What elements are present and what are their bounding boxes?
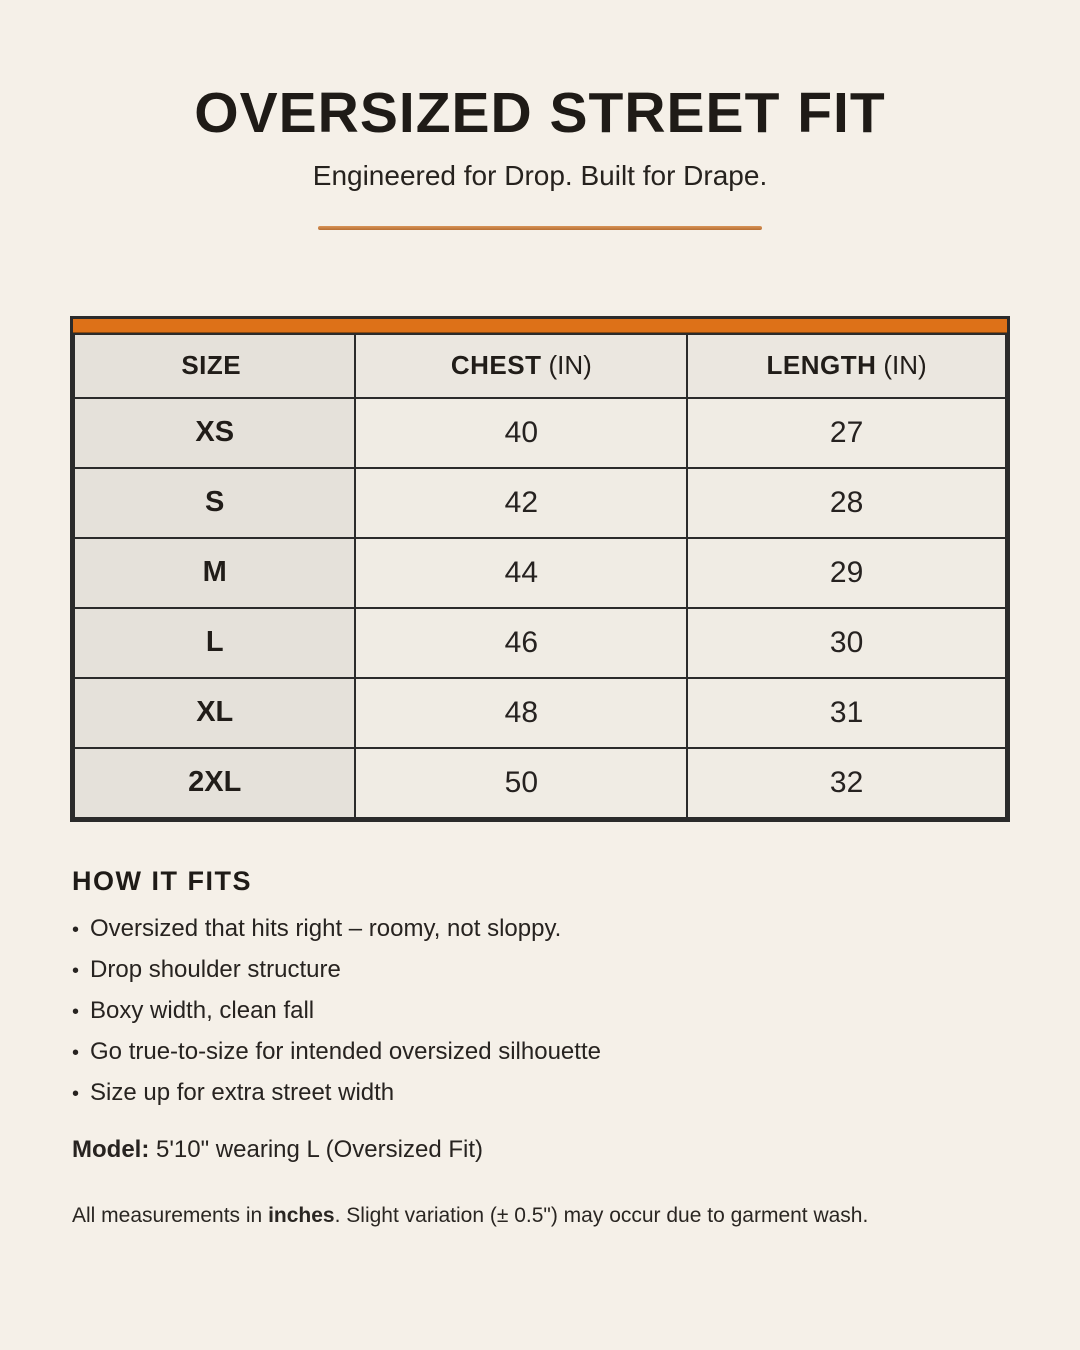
table-row bbox=[74, 398, 1006, 468]
page-title: OVERSIZED STREET FIT bbox=[194, 81, 886, 145]
size-cell: S bbox=[74, 468, 355, 538]
column-header-chest bbox=[355, 334, 687, 398]
chest-cell: 46 bbox=[355, 608, 687, 678]
fit-bullet-text: Oversized that hits right – roomy, not sloppy. bbox=[90, 914, 562, 942]
fit-bullet-text: Drop shoulder structure bbox=[90, 955, 341, 983]
length-cell: 30 bbox=[687, 608, 1006, 678]
fit-bullet-item bbox=[72, 991, 1008, 1032]
fit-bullet-item bbox=[72, 909, 1008, 950]
fit-bullet-item bbox=[72, 1073, 1008, 1114]
fit-bullet-text: Size up for extra street width bbox=[90, 1078, 395, 1106]
size-cell: M bbox=[74, 538, 355, 608]
title-divider bbox=[318, 226, 762, 230]
table-row bbox=[74, 748, 1006, 818]
column-label: SIZE bbox=[181, 350, 242, 381]
measurement-note-prefix: All measurements in bbox=[72, 1203, 269, 1227]
chest-cell: 44 bbox=[355, 538, 687, 608]
chest-cell: 42 bbox=[355, 468, 687, 538]
header-row bbox=[74, 334, 1006, 398]
size-chart-table bbox=[73, 333, 1007, 819]
fit-details-section bbox=[72, 866, 1008, 1228]
size-chart-body bbox=[74, 398, 1006, 818]
length-cell: 29 bbox=[687, 538, 1006, 608]
measurement-note bbox=[72, 1204, 1008, 1228]
accent-bar bbox=[73, 319, 1007, 333]
fit-bullet-list bbox=[72, 909, 1008, 1114]
fit-bullet-text: Go true-to-size for intended oversized silhouette bbox=[90, 1037, 601, 1065]
size-cell: XS bbox=[74, 398, 355, 468]
measurement-note-bold: inches bbox=[268, 1203, 335, 1227]
length-cell: 31 bbox=[687, 678, 1006, 748]
chest-cell: 50 bbox=[355, 748, 687, 818]
bullet-dot-icon: • bbox=[72, 1000, 80, 1023]
column-unit: (IN) bbox=[548, 350, 592, 381]
model-note-label: Model: bbox=[72, 1135, 150, 1163]
table-row bbox=[74, 538, 1006, 608]
table-row bbox=[74, 468, 1006, 538]
length-cell: 32 bbox=[687, 748, 1006, 818]
table-row bbox=[74, 608, 1006, 678]
bullet-dot-icon: • bbox=[72, 918, 80, 941]
column-label: CHEST bbox=[450, 350, 542, 381]
chest-cell: 40 bbox=[355, 398, 687, 468]
column-header-length bbox=[687, 334, 1006, 398]
column-label: LENGTH bbox=[766, 350, 877, 381]
size-cell: L bbox=[74, 608, 355, 678]
fit-bullet-item bbox=[72, 950, 1008, 991]
chest-cell: 48 bbox=[355, 678, 687, 748]
size-cell: 2XL bbox=[74, 748, 355, 818]
bullet-dot-icon: • bbox=[72, 1041, 80, 1064]
fit-heading: HOW IT FITS bbox=[72, 865, 252, 896]
length-cell: 27 bbox=[687, 398, 1006, 468]
size-chart bbox=[70, 316, 1010, 822]
column-header-size bbox=[74, 334, 355, 398]
length-cell: 28 bbox=[687, 468, 1006, 538]
model-note bbox=[72, 1136, 1008, 1164]
column-unit: (IN) bbox=[883, 350, 927, 381]
measurement-note-suffix: . Slight variation (± 0.5") may occur due to garment wash. bbox=[334, 1203, 869, 1227]
fit-bullet-item bbox=[72, 1032, 1008, 1073]
page-subtitle: Engineered for Drop. Built for Drape. bbox=[312, 159, 768, 191]
fit-bullet-text: Boxy width, clean fall bbox=[90, 996, 315, 1024]
bullet-dot-icon: • bbox=[72, 959, 80, 982]
model-note-text: 5'10" wearing L (Oversized Fit) bbox=[149, 1135, 483, 1163]
table-row bbox=[74, 678, 1006, 748]
size-cell: XL bbox=[74, 678, 355, 748]
bullet-dot-icon: • bbox=[72, 1082, 80, 1105]
